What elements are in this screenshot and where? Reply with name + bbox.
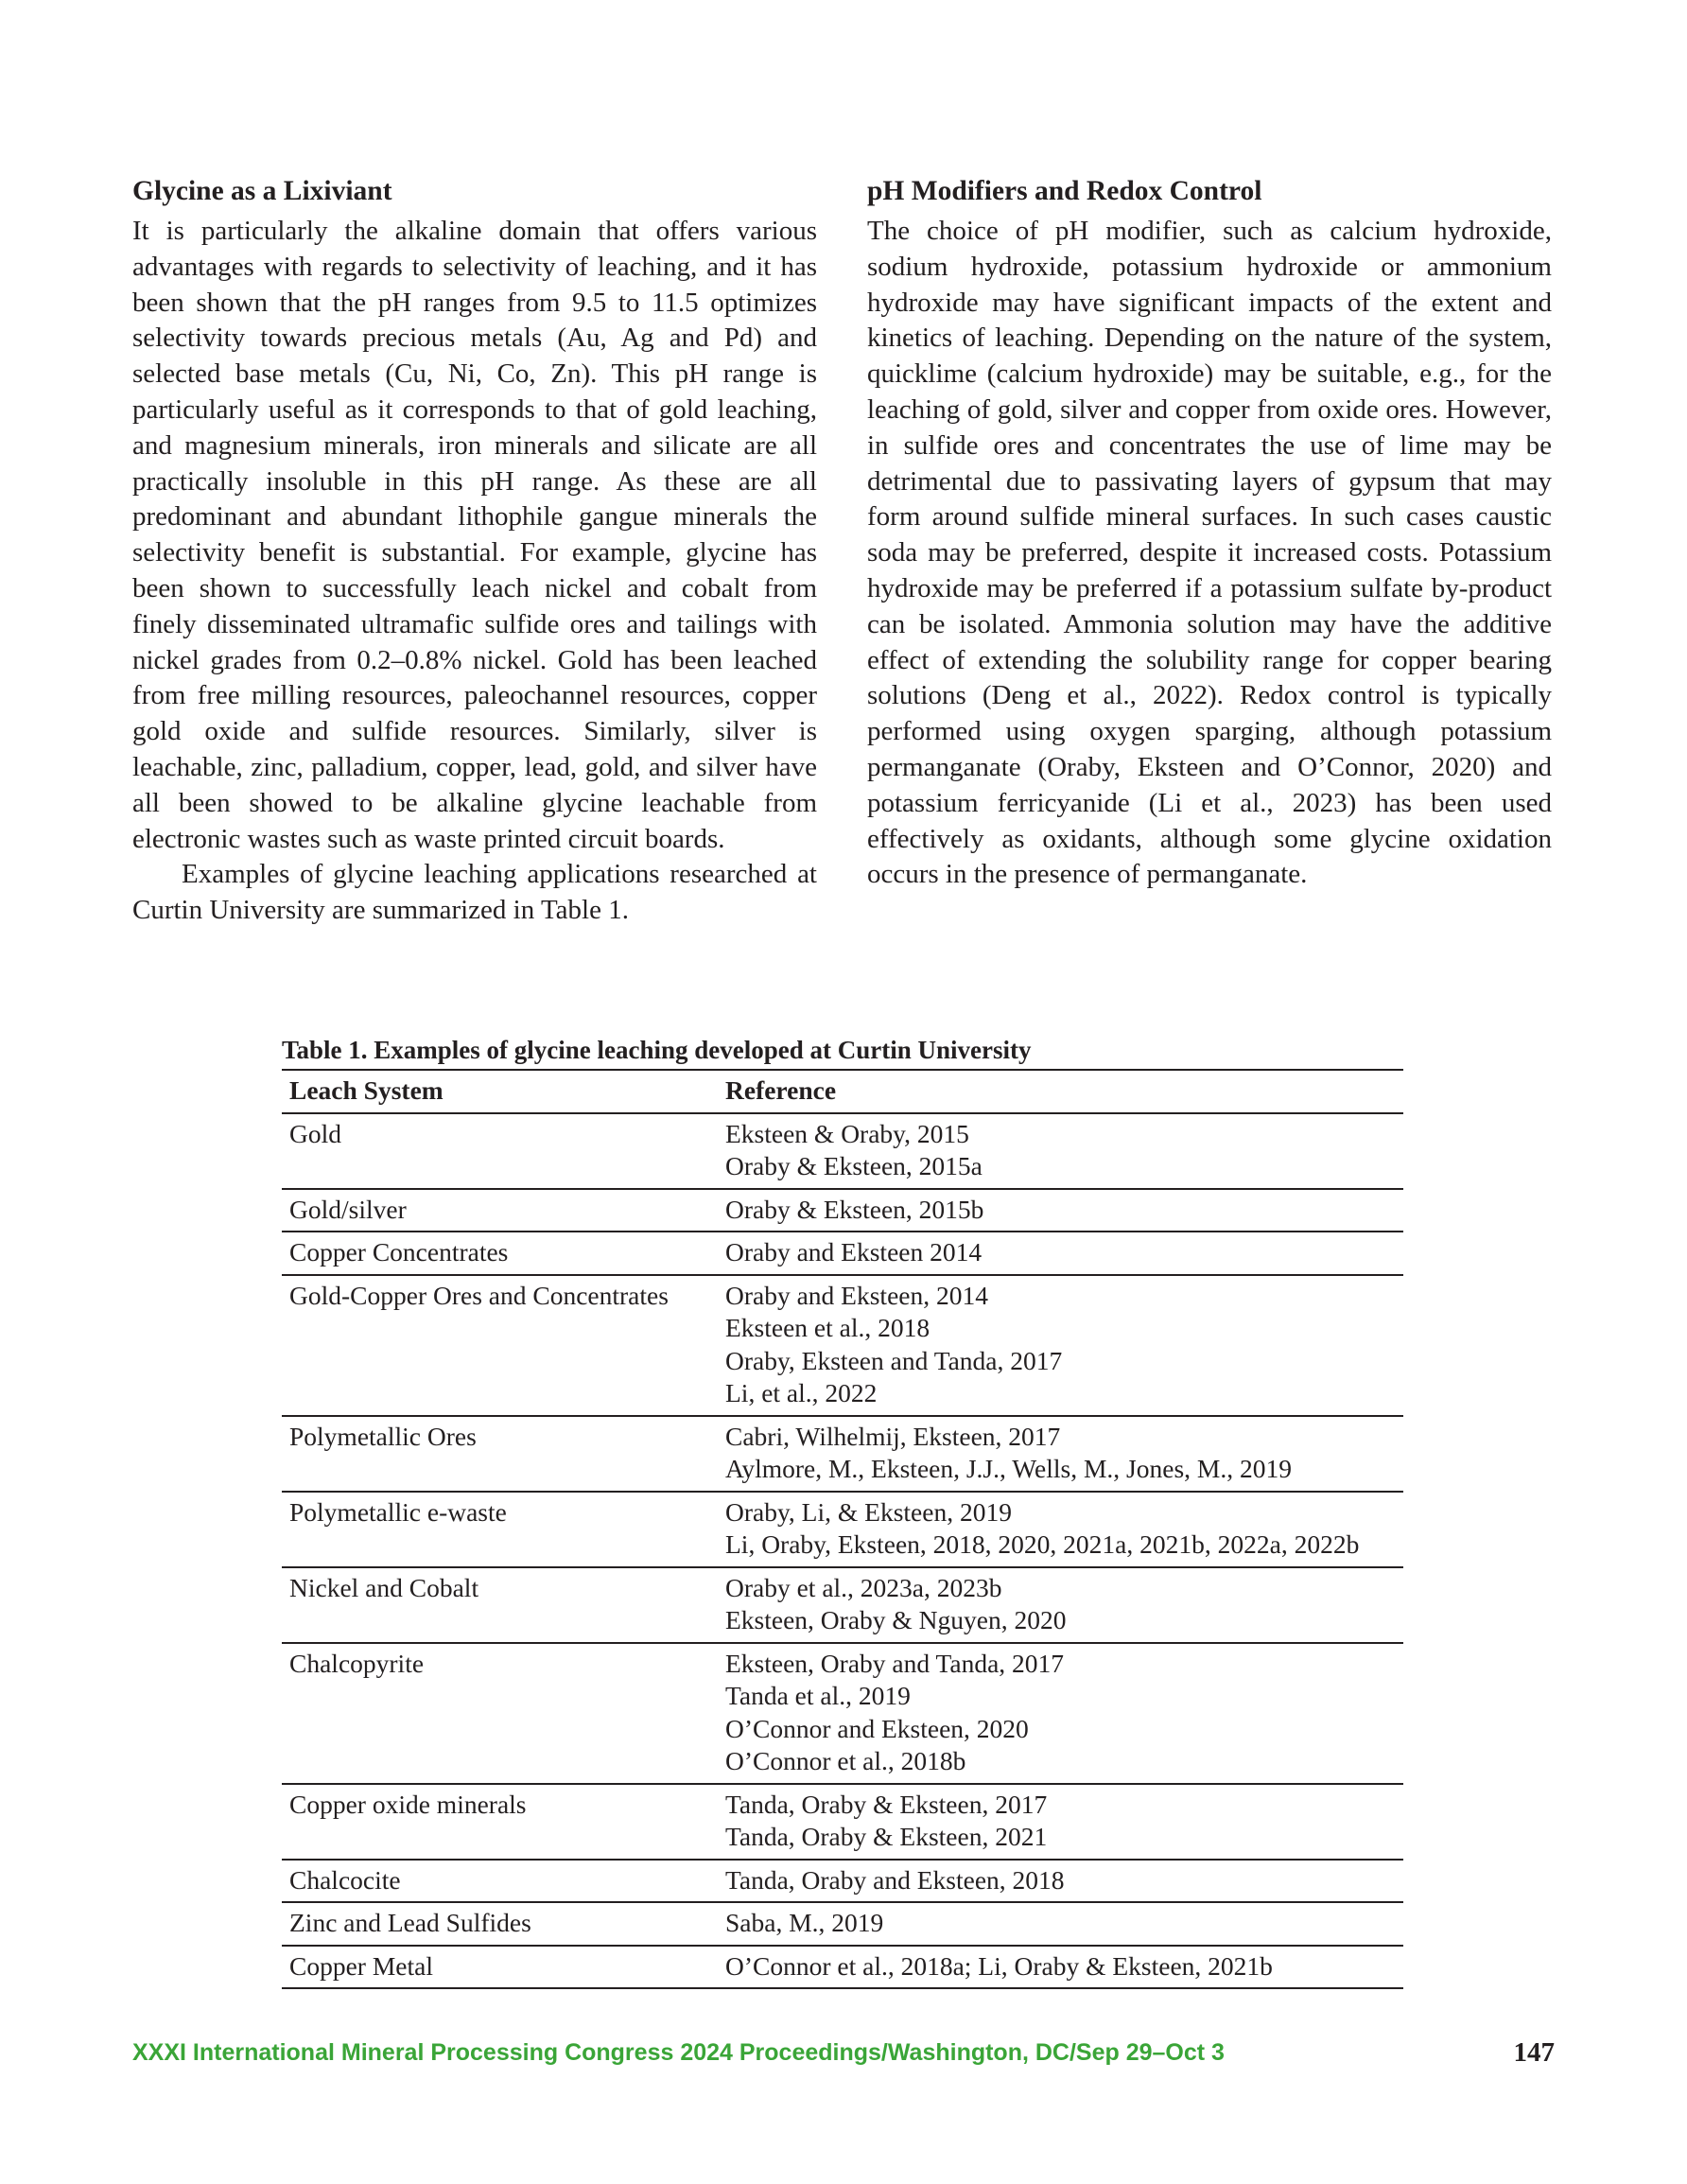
table-1 [282, 1034, 1403, 1989]
reference-entry: Eksteen, Oraby and Tanda, 2017 [725, 1648, 1065, 1678]
footer-conference-text: XXXI International Mineral Processing Congress 2024 Proceedings/Washington, DC/Sep 29–Oct 3 [132, 2039, 1225, 2066]
leach-table [282, 1069, 1403, 1989]
table-row [282, 1860, 1403, 1903]
table-row [282, 1275, 1403, 1416]
cell-reference [718, 1416, 1403, 1492]
cell-leach-system: Nickel and Cobalt [289, 1572, 479, 1602]
reference-entry: Oraby and Eksteen, 2014 [725, 1280, 988, 1310]
reference-entry: Tanda, Oraby & Eksteen, 2017 [725, 1789, 1048, 1819]
right-column [867, 172, 1552, 893]
reference-entry: Saba, M., 2019 [725, 1908, 884, 1937]
cell-reference [718, 1946, 1403, 1989]
cell-reference [718, 1567, 1403, 1643]
cell-leach-system: Chalcopyrite [289, 1648, 425, 1678]
page-footer [132, 2034, 1555, 2071]
reference-entry: Oraby et al., 2023a, 2023b [725, 1572, 1002, 1602]
table-row [282, 1567, 1403, 1643]
cell-reference [718, 1643, 1403, 1784]
left-column [132, 172, 817, 929]
reference-entry: Li, et al., 2022 [725, 1378, 878, 1407]
cell-leach-system: Gold-Copper Ores and Concentrates [289, 1280, 669, 1310]
table-row [282, 1113, 1403, 1189]
reference-entry: Aylmore, M., Eksteen, J.J., Wells, M., Jones, M., 2019 [725, 1454, 1292, 1483]
reference-entry: O’Connor et al., 2018b [725, 1746, 966, 1775]
reference-entry: Oraby and Eksteen 2014 [725, 1237, 983, 1267]
reference-entry: Tanda, Oraby and Eksteen, 2018 [725, 1864, 1065, 1895]
cell-leach-system: Polymetallic Ores [289, 1421, 477, 1451]
table-row [282, 1416, 1403, 1492]
table-row [282, 1492, 1403, 1567]
reference-entry: Oraby, Li, & Eksteen, 2019 [725, 1496, 1012, 1527]
cell-leach-system: Copper Concentrates [289, 1237, 509, 1267]
section-heading-glycine: Glycine as a Lixiviant [132, 176, 392, 206]
table-row [282, 1784, 1403, 1860]
cell-reference [718, 1113, 1403, 1189]
table-row [282, 1946, 1403, 1989]
table-body [282, 1113, 1403, 1989]
cell-reference [718, 1902, 1403, 1946]
cell-leach-system: Copper Metal [289, 1950, 433, 1981]
reference-entry: Li, Oraby, Eksteen, 2018, 2020, 2021a, 2021b, 2022a, 2022b [725, 1529, 1360, 1559]
header-reference: Reference [725, 1075, 837, 1105]
cell-leach-system: Copper oxide minerals [289, 1789, 527, 1819]
cell-reference [718, 1784, 1403, 1860]
cell-reference [718, 1189, 1403, 1232]
table-row [282, 1643, 1403, 1784]
table-row [282, 1232, 1403, 1275]
section-heading-ph-modifiers: pH Modifiers and Redox Control [867, 176, 1262, 206]
paragraph-ph-modifiers: The choice of pH modifier, such as calcium hydroxide, sodium hydroxide, potassium hydroxide or ammonium hydroxide may have significant impacts of the extent and kinetics of leaching. Depending on the nature of the system, quicklime (calcium hydroxide) may be suitable, e.g., for the leaching of gold, silver and copper from oxide ores. However, in sulfide ores and concentrates the use of lime may be detrimental due to passivating layers of gypsum that may form around sulfide mineral surfaces. In such cases caustic soda may be preferred, despite it increased costs. Potassium hydroxide may be preferred if a potassium sulfate by-product can be isolated. Ammonia solution may have the additive effect of extending the solubility range for copper bearing solutions (Deng et al., 2022). Redox control is typically performed using oxygen sparging, although potassium permanganate (Oraby, Eksteen and O’Connor, 2020) and potassium ferricyanide (Li et al., 2023) has been used effectively as oxidants, although some glycine oxidation occurs in the presence of permanganate. [867, 216, 1552, 890]
reference-entry: O’Connor et al., 2018a; Li, Oraby & Eksteen, 2021b [725, 1950, 1273, 1981]
cell-reference [718, 1860, 1403, 1903]
cell-leach-system: Polymetallic e-waste [289, 1496, 507, 1527]
table-header-row [282, 1070, 1403, 1113]
reference-entry: Oraby, Eksteen and Tanda, 2017 [725, 1345, 1063, 1375]
reference-entry: Tanda, Oraby & Eksteen, 2021 [725, 1822, 1048, 1851]
paragraph-glycine-1: It is particularly the alkaline domain that offers various advantages with regards to selectivity of leaching, and it has been shown that the pH ranges from 9.5 to 11.5 optimizes selectivity towards precious metals (Au, Ag and Pd) and selected base metals (Cu, Ni, Co, Zn). This pH range is particularly useful as it corresponds to that of gold leaching, and magnesium minerals, iron minerals and silicate are all practically insoluble in this pH range. As these are all predominant and abundant lithophile gangue minerals the selectivity benefit is substantial. For example, glycine has been shown to successfully leach nickel and cobalt from finely disseminated ultramafic sulfide ores and tailings with nickel grades from 0.2–0.8% nickel. Gold has been leached from free milling resources, paleochannel resources, copper gold oxide and sulfide resources. Similarly, silver is leachable, zinc, palladium, copper, lead, gold, and silver have all been showed to be alkaline glycine leachable from electronic wastes such as waste printed circuit boards. [132, 216, 817, 854]
paragraph-glycine-2: Examples of glycine leaching applications researched at Curtin University are summarized in Table 1. [132, 859, 817, 926]
cell-reference [718, 1275, 1403, 1416]
table-row [282, 1902, 1403, 1946]
cell-leach-system: Gold [289, 1118, 341, 1148]
reference-entry: Eksteen, Oraby & Nguyen, 2020 [725, 1605, 1067, 1634]
reference-entry: O’Connor and Eksteen, 2020 [725, 1713, 1029, 1743]
cell-reference [718, 1492, 1403, 1567]
cell-leach-system: Gold/silver [289, 1194, 407, 1224]
reference-entry: Eksteen et al., 2018 [725, 1313, 930, 1342]
header-leach-system: Leach System [289, 1075, 443, 1105]
reference-entry: Cabri, Wilhelmij, Eksteen, 2017 [725, 1421, 1061, 1451]
table-row [282, 1189, 1403, 1232]
table-caption: Table 1. Examples of glycine leaching developed at Curtin University [282, 1036, 1032, 1064]
reference-entry: Oraby & Eksteen, 2015b [725, 1194, 984, 1224]
cell-leach-system: Chalcocite [289, 1864, 401, 1895]
cell-leach-system: Zinc and Lead Sulfides [289, 1908, 531, 1937]
cell-reference [718, 1232, 1403, 1275]
page-number: 147 [1513, 2037, 1555, 2068]
reference-entry: Oraby & Eksteen, 2015a [725, 1151, 983, 1180]
reference-entry: Eksteen & Oraby, 2015 [725, 1118, 969, 1148]
reference-entry: Tanda et al., 2019 [725, 1681, 911, 1710]
